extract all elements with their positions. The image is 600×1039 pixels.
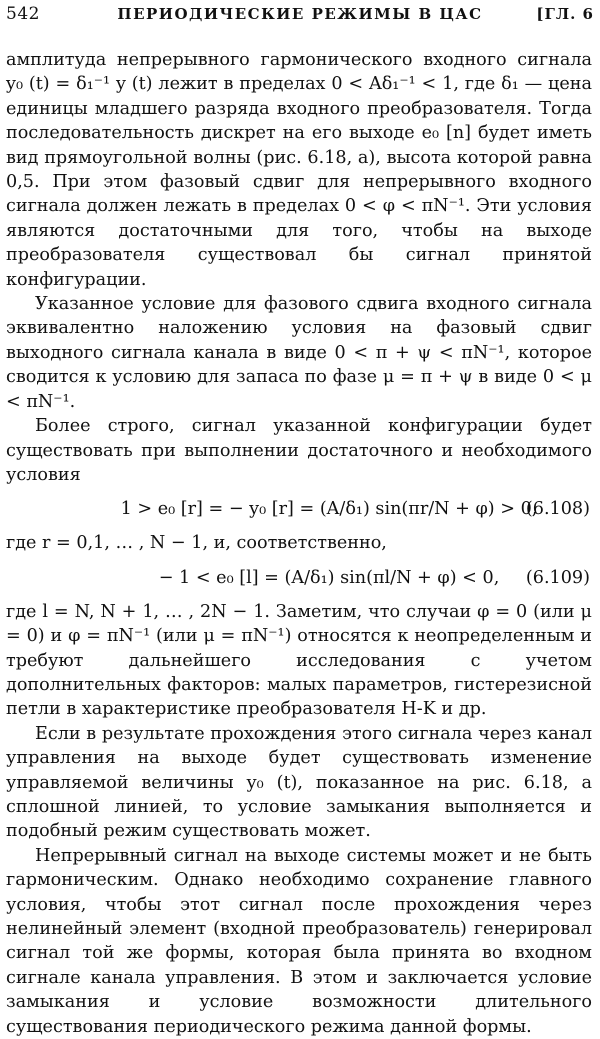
- paragraph-7: Непрерывный сигнал на выходе системы может и не быть гармоническим. Однако необходимо сохранение главного условия, чтобы этот сигнал после прохождения через нелинейный элемент (входной преобразователь) генерировал сигнал той же формы, которая была принята во входном сигнале канала управления. В этом и заключается условие замыкания и условие возможности длительного существования периодического режима данной формы.: [6, 845, 592, 1037]
- paragraph-2: Указанное условие для фазового сдвига входного сигнала эквивалентно наложению условия на фазовый сдвиг выходного сигнала канала в виде 0 < π + ψ < πN⁻¹, которое сводится к условию для запаса по фазе μ = π + ψ в виде 0 < μ < πN⁻¹.: [6, 294, 592, 412]
- chapter-label: [ГЛ. 6: [536, 5, 594, 23]
- paragraph-5: где l = N, N + 1, … , 2N − 1. Заметим, что случаи φ = 0 (или μ = 0) и φ = πN⁻¹ (или μ = πN⁻¹) относятся к неопределенным и требуют дальнейшего исследования с учетом дополнительных факторов: малых параметров, гистерезисной петли в характеристике преобразователя H-K и др.: [6, 601, 592, 720]
- page-body: [6, 48, 592, 1039]
- equation-6-108-number: (6.108): [525, 499, 590, 520]
- page-number: 542: [6, 4, 40, 24]
- paragraph-6: Если в результате прохождения этого сигнала через канал управления на выходе будет существовать изменение управляемой величины y₀ (t), показанное на рис. 6.18, а сплошной линией, то условие замыкания выполняется и подобный режим существовать может.: [6, 723, 592, 842]
- paragraph-4: где r = 0,1, … , N − 1, и, соответственно,: [6, 533, 387, 554]
- equation-6-109-expression: − 1 < e₀ [l] = (A/δ₁) sin(πl/N + φ) < 0,: [158, 567, 500, 588]
- equation-6-108: [6, 487, 592, 531]
- paragraph-3: Более строго, сигнал указанной конфигурации будет существовать при выполнении достаточного и необходимого условия: [6, 416, 592, 485]
- equation-6-109: [6, 556, 592, 600]
- running-title: ПЕРИОДИЧЕСКИЕ РЕЖИМЫ В ЦАС: [117, 5, 483, 23]
- paragraph-1: амплитуда непрерывного гармонического входного сигнала y₀ (t) = δ₁⁻¹ y (t) лежит в пределах 0 < Aδ₁⁻¹ < 1, где δ₁ — цена единицы младшего разряда входного преобразователя. Тогда последовательность дискрет на его выходе e₀ [n] будет иметь вид прямоугольной волны (рис. 6.18, а), высота которой равна 0,5. При этом фазовый сдвиг для непрерывного входного сигнала должен лежать в пределах 0 < φ < πN⁻¹. Эти условия являются достаточными для того, чтобы на выходе преобразователя существовал бы сигнал принятой конфигурации.: [6, 50, 592, 290]
- equation-6-108-expression: 1 > e₀ [r] = − y₀ [r] = (A/δ₁) sin(πr/N + φ) > 0,: [120, 499, 538, 520]
- equation-6-109-number: (6.109): [525, 567, 590, 588]
- page-header: [6, 4, 594, 30]
